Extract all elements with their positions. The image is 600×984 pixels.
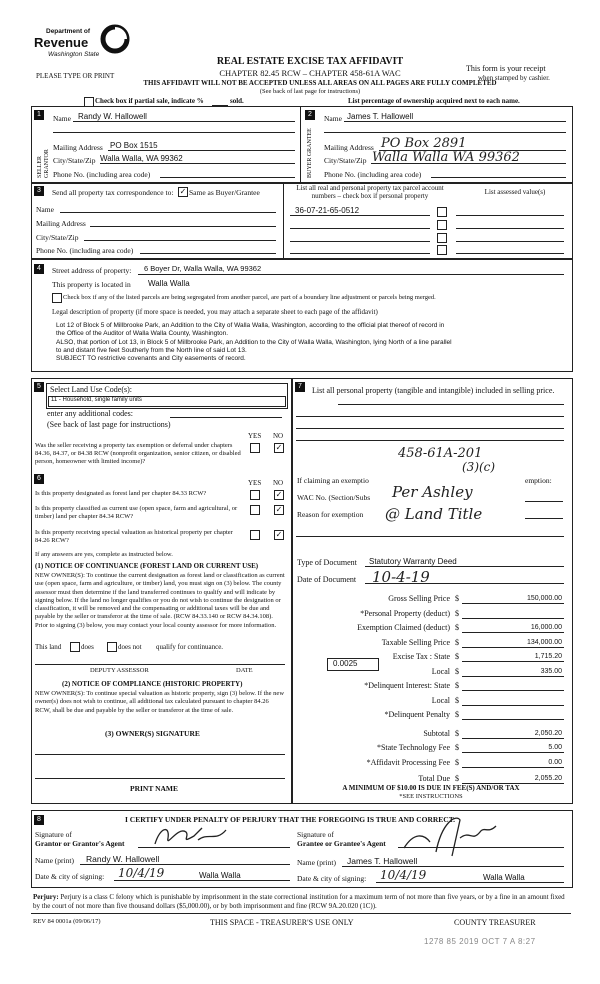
tax-row-value: 0.00 <box>548 758 562 766</box>
tax-row-label: *Delinquent Interest: State <box>364 681 450 690</box>
grantor-date-label: Date & city of signing: <box>35 872 105 881</box>
s5-yes-header: YES <box>248 432 262 440</box>
section-7-number: 7 <box>295 382 305 392</box>
grantee-name-field[interactable] <box>342 866 564 867</box>
current-use-question: Is this property classified as current use (open space, farm and agricultural, or timber) land per chapter 84.34 RCW? <box>35 505 238 520</box>
section-2-number: 2 <box>305 110 315 120</box>
seller-name-value: Randy W. Hallowell <box>78 112 147 121</box>
tax-row-label: Taxable Selling Price <box>381 637 450 647</box>
tax-row-label: *Personal Property (deduct) <box>360 608 450 618</box>
assessed-header: List assessed value(s) <box>484 188 546 196</box>
corr-city-field[interactable] <box>84 240 276 241</box>
assessed-1-field[interactable] <box>456 215 564 216</box>
print-name-label: PRINT NAME <box>130 784 178 793</box>
seller-exemption-question: Was the seller receiving a property tax exemption or deferral under chapters 84.36, 84.37, or 84.38 RCW (nonprofit organization, senior citizen, or disabled person, homeowner with limited income)? <box>35 442 241 465</box>
exemption-suffix: emption: <box>525 476 552 485</box>
tax-row-value: 16,000.00 <box>530 624 562 631</box>
tax-row-field[interactable] <box>462 632 564 633</box>
deputy-assessor-line[interactable] <box>35 664 285 665</box>
tax-row-currency: $ <box>455 637 459 647</box>
corr-name-label: Name <box>36 205 54 214</box>
tax-row-value: 2,050.20 <box>534 729 562 737</box>
dor-logo <box>34 24 134 68</box>
qualify-label: qualify for continuance. <box>156 643 224 651</box>
partial-sale-sold: sold. <box>230 97 244 105</box>
seller-name-line-2[interactable] <box>53 132 295 133</box>
section-8-number: 8 <box>34 815 44 825</box>
logo-line-3: Washington State <box>48 51 100 58</box>
deputy-assessor-label: DEPUTY ASSESSOR <box>90 667 149 674</box>
corr-city-label: City/State/Zip <box>36 233 79 242</box>
tax-row-currency: $ <box>455 652 459 661</box>
land-use-see-back: (See back of last page for instructions) <box>47 420 171 429</box>
same-as-buyer-checkbox[interactable]: ✓ <box>179 187 187 196</box>
tax-row-label: *Delinquent Penalty <box>384 710 450 719</box>
grantee-date-label: Date & city of signing: <box>297 874 367 883</box>
parcel-column-divider <box>283 182 284 258</box>
grantee-sig-label-1: Signature of <box>297 830 334 839</box>
buyer-name-label: Name <box>324 114 342 123</box>
buyer-city-label: City/State/Zip <box>324 156 367 165</box>
legal-line-5: SUBJECT TO restrictive covenants and City easements of record. <box>56 355 246 362</box>
dor-swirl-icon <box>100 24 130 54</box>
seller-phone-field[interactable] <box>160 177 295 178</box>
personal-property-line-3[interactable] <box>296 428 564 429</box>
doc-type-field[interactable] <box>365 566 564 567</box>
tax-row-field[interactable] <box>462 719 564 720</box>
historic-no[interactable]: ✓ <box>275 530 283 539</box>
doc-date-value: 10-4-19 <box>372 568 430 586</box>
seller-city-label: City/State/Zip <box>53 156 96 165</box>
logo-line-2: Revenue <box>34 35 89 50</box>
perjury-text: Perjury is a class C felony which is punishable by imprisonment in the state correctional institution for a maximum term of not more than five years, or by a fine in an amount fixed by the court of not more than five thousand dollars ($5,000.00), or by both imprisonment and fine (RCW 9A.20.020 (1C)). <box>33 893 565 910</box>
handwritten-reason: @ Land Title <box>385 505 483 523</box>
buyer-mailing-value: PO Box 2891 <box>381 136 467 151</box>
grantee-date-field[interactable] <box>376 882 564 883</box>
grantor-signature-scribble <box>150 822 230 850</box>
historic-yes[interactable] <box>250 530 260 540</box>
grantor-city-value: Walla Walla <box>199 871 241 880</box>
legal-line-1: Lot 12 of Block 5 of Millbrooke Park, an Addition to the City of Walla Walla, Washington, according to the official plat thereof of record in <box>56 322 445 329</box>
parcel-2-field[interactable] <box>290 228 430 229</box>
handwritten-wac: 458-61A-201 <box>398 446 483 461</box>
tax-row-field[interactable] <box>462 618 564 619</box>
forest-land-yes[interactable] <box>250 490 260 500</box>
tax-row-currency: $ <box>455 681 459 690</box>
tax-row-label: Exemption Claimed (deduct) <box>357 623 450 632</box>
same-as-buyer-label: Same as Buyer/Grantee <box>189 188 260 197</box>
segregated-checkbox[interactable] <box>52 293 62 303</box>
segregated-label: Check box if any of the listed parcels are being segregated from another parcel, are part of a boundary line adjustment or parcels being merged. <box>63 294 436 301</box>
perjury-notice <box>33 893 571 911</box>
tax-row-field[interactable] <box>462 752 564 753</box>
tax-row-field[interactable] <box>462 705 564 706</box>
tax-row-value: 5.00 <box>548 744 562 751</box>
this-land-label: This land <box>35 643 62 651</box>
tax-row-label: Gross Selling Price <box>388 594 450 603</box>
parcel-header: List all real and personal property tax parcel account numbers – check box if personal property <box>296 184 444 200</box>
grantee-sig-label-2: Grantee or Grantee's Agent <box>297 839 386 848</box>
tax-row-value: 2,055.20 <box>534 775 562 782</box>
tax-row-label: *Affidavit Processing Fee <box>366 757 450 767</box>
footer-divider <box>31 913 571 914</box>
personal-property-label: List all personal property (tangible and intangible) included in selling price. <box>312 386 555 395</box>
buyer-side-label: BUYER GRANTEE <box>307 128 313 178</box>
land-does-not-checkbox[interactable] <box>107 642 117 652</box>
doc-type-value: Statutory Warranty Deed <box>369 557 457 566</box>
notice-continuance-title: (1) NOTICE OF CONTINUANCE (FOREST LAND OR CURRENT USE) <box>35 562 259 570</box>
partial-sale-label: Check box if partial sale, indicate % <box>95 97 204 105</box>
land-does-not-label: does not <box>118 643 142 651</box>
reason-label: Reason for exemption <box>297 510 364 519</box>
seller-city-field[interactable] <box>100 163 295 164</box>
tax-row-currency: $ <box>455 695 459 705</box>
s6-yes-header: YES <box>248 479 262 487</box>
doc-date-label: Date of Document <box>297 575 357 584</box>
see-back-note: (See back of last page for instructions) <box>259 88 361 95</box>
tax-row-label: Total Due <box>418 774 450 783</box>
claiming-exemption-label: If claiming an exemptio <box>297 476 369 485</box>
buyer-name-field[interactable] <box>344 121 566 122</box>
form-title: REAL ESTATE EXCISE TAX AFFIDAVIT <box>216 56 404 67</box>
buyer-name-line-2[interactable] <box>324 132 566 133</box>
wac-field-end[interactable] <box>525 501 563 502</box>
corr-mailing-label: Mailing Address <box>36 219 86 228</box>
tax-row-currency: $ <box>455 608 459 618</box>
logo-line-1: Department of <box>46 28 91 35</box>
tax-row-field[interactable] <box>462 647 564 648</box>
see-instructions-note: *SEE INSTRUCTIONS <box>399 793 463 800</box>
notice-compliance-title: (2) NOTICE OF COMPLIANCE (HISTORIC PROPERTY) <box>62 680 243 688</box>
if-yes-note: If any answers are yes, complete as instructed below. <box>35 551 173 558</box>
parcel-2-checkbox[interactable] <box>437 220 447 230</box>
notice-compliance-text: NEW OWNER(S): To continue special valuation as historic property, sign (3) below. If the new owner(s) does not wish to continue, all additional tax calculated pursuant to chapter 84.26 RCW, shall be due and payable by the seller or transferor at the time of sale. <box>35 690 285 714</box>
certify-statement: I CERTIFY UNDER PENALTY OF PERJURY THAT THE FOREGOING IS TRUE AND CORRECT. <box>125 815 456 824</box>
located-in-label: This property is located in <box>52 280 131 289</box>
street-address-value: 6 Boyer Dr, Walla Walla, WA 99362 <box>144 264 262 273</box>
parcel-1-checkbox[interactable] <box>437 207 447 217</box>
seller-city-value: Walla Walla, WA 99362 <box>100 154 183 163</box>
street-address-label: Street address of property: <box>52 266 132 275</box>
forest-land-no[interactable]: ✓ <box>275 490 283 499</box>
grantee-city-value: Walla Walla <box>483 873 525 882</box>
grantor-date-value: 10/4/19 <box>118 866 165 880</box>
grantee-name-label: Name (print) <box>297 858 336 867</box>
corr-phone-label: Phone No. (including area code) <box>36 246 134 255</box>
grantor-sig-label-2: Grantor or Grantor's Agent <box>35 839 125 848</box>
receipt-note-2: when stamped by cashier. <box>478 74 550 82</box>
personal-property-line-2[interactable] <box>296 416 564 417</box>
assessed-2-field[interactable] <box>456 228 564 229</box>
county-treasurer: COUNTY TREASURER <box>454 918 536 927</box>
corr-mailing-field[interactable] <box>90 226 276 227</box>
s6-no-header: NO <box>273 479 284 487</box>
local-rate-value: 0.0025 <box>333 659 358 668</box>
seller-mailing-label: Mailing Address <box>53 143 103 152</box>
tax-row-label: Local <box>431 695 450 705</box>
tax-row-currency: $ <box>455 757 459 767</box>
grantor-date-field[interactable] <box>114 880 290 881</box>
section-4-number: 4 <box>34 264 44 274</box>
grantee-signature-scribble <box>400 812 500 858</box>
section-5-number: 5 <box>34 382 44 392</box>
section-1-number: 1 <box>34 110 44 120</box>
buyer-name-value: James T. Hallowell <box>347 112 414 121</box>
send-correspondence-label: Send all property tax correspondence to: <box>52 188 174 197</box>
corr-phone-field[interactable] <box>140 253 276 254</box>
legal-line-4: to and distant five feet Southerly from the North line of said Lot 13. <box>56 347 247 354</box>
receipt-note-1: This form is your receipt <box>466 64 546 73</box>
cashier-stamp: 1278 85 2019 OCT 7 A 8:27 <box>424 937 536 946</box>
legal-line-3: ALSO, that portion of Lot 13, in Block 5 of Millbrooke Park, an Addition to the City of Walla Walla, Washington, lying North of a line parallel <box>56 339 452 346</box>
handwritten-per: Per Ashley <box>392 483 473 501</box>
section-6-number: 6 <box>34 474 44 484</box>
tax-row-field[interactable] <box>462 738 564 739</box>
tax-row-currency: $ <box>455 710 459 719</box>
seller-mailing-field[interactable] <box>108 150 295 151</box>
notice-continuance-text: NEW OWNER(S): To continue the current designation as forest land or classification as current use (open space, farm and agriculture, or timber) land, you must sign on (3) below. The county assessor must then determine if the land transferred continues to qualify and will indicate by signing below. If the land no longer qualifies or you do not wish to continue the designation or classification, it will be removed and the compensating or additional taxes will be due and payable by the seller or transferor at the time of sale. (RCW 84.33.140 or RCW 84.34.108). Prior to signing (3) below, you may contact your local county assessor for more information. <box>35 572 285 629</box>
tax-row-value: 1,715.20 <box>534 653 562 660</box>
historic-question: Is this property receiving special valuation as historical property per chapter 84.26 RCW? <box>35 529 233 544</box>
buyer-phone-label: Phone No. (including area code) <box>324 170 422 179</box>
tax-row-currency: $ <box>455 728 459 738</box>
handwritten-subsection: (3)(c) <box>462 460 496 474</box>
tax-row-field[interactable] <box>462 767 564 768</box>
parcel-3-field[interactable] <box>290 241 430 242</box>
current-use-no[interactable]: ✓ <box>275 505 283 514</box>
seller-exemption-yes[interactable] <box>250 443 260 453</box>
grantor-name-value: Randy W. Hallowell <box>86 854 160 864</box>
tax-row-field[interactable] <box>462 661 564 662</box>
form-revision: REV 84 0001a (09/06/17) <box>33 918 101 925</box>
seller-mailing-value: PO Box 1515 <box>110 141 158 150</box>
tax-row-currency: $ <box>455 594 459 603</box>
assessed-3-field[interactable] <box>456 241 564 242</box>
reason-line-2[interactable] <box>296 536 564 537</box>
reason-field-end[interactable] <box>525 518 563 519</box>
tax-row-currency: $ <box>455 774 459 783</box>
treasurer-space: THIS SPACE - TREASURER'S USE ONLY <box>210 918 354 927</box>
parcel-1-value: 36-07-21-65-0512 <box>295 206 360 215</box>
corr-name-field[interactable] <box>60 212 276 213</box>
located-in-value: Walla Walla <box>148 279 190 288</box>
seller-exemption-no[interactable]: ✓ <box>275 443 283 452</box>
owner-print-line[interactable] <box>35 778 285 779</box>
tax-row-value: 335.00 <box>540 667 562 675</box>
section-7-frame <box>291 378 573 804</box>
buyer-mailing-label: Mailing Address <box>324 143 374 152</box>
tax-row-value: 150,000.00 <box>526 595 562 602</box>
parcel-1-field[interactable] <box>290 215 430 216</box>
street-address-field[interactable] <box>138 274 564 275</box>
buyer-city-value: Walla Walla WA 99362 <box>372 150 520 165</box>
grantor-name-label: Name (print) <box>35 856 74 865</box>
legal-line-2: the Office of the Auditor of Walla Walla County, Washington. <box>56 330 229 337</box>
wac-label: WAC No. (Section/Subs <box>297 493 371 502</box>
assessed-4-field[interactable] <box>456 253 564 254</box>
tax-row-currency: $ <box>455 743 459 752</box>
legal-description-label: Legal description of property (if more space is needed, you may attach a separate sheet to each page of the affidavit) <box>52 308 378 316</box>
form-subtitle: CHAPTER 82.45 RCW – CHAPTER 458-61A WAC <box>219 68 401 78</box>
s5-no-header: NO <box>273 432 284 440</box>
tax-row-field[interactable] <box>462 603 564 604</box>
land-use-label: Select Land Use Code(s): <box>50 385 132 394</box>
personal-property-field[interactable] <box>338 404 564 405</box>
section-divider <box>300 106 301 182</box>
tax-row-currency: $ <box>455 623 459 632</box>
seller-name-label: Name <box>53 114 71 123</box>
forest-land-question: Is this property designated as forest land per chapter 84.33 RCW? <box>35 490 207 497</box>
seller-name-field[interactable] <box>73 121 295 122</box>
perjury-label: Perjury: <box>33 893 59 901</box>
seller-side-label: SELLER GRANTOR <box>37 149 50 178</box>
parcel-3-checkbox[interactable] <box>437 233 447 243</box>
minimum-note: A MINIMUM OF $10.00 IS DUE IN FEE(S) AND/OR TAX <box>342 784 520 792</box>
grantor-sig-label-1: Signature of <box>35 830 72 839</box>
ownership-label: List percentage of ownership acquired next to each name. <box>348 97 520 105</box>
please-type: PLEASE TYPE OR PRINT <box>36 72 115 80</box>
land-does-label: does <box>81 643 94 651</box>
land-does-checkbox[interactable] <box>70 642 80 652</box>
current-use-yes[interactable] <box>250 505 260 515</box>
deputy-date-label: DATE <box>236 667 253 674</box>
tax-row-label: Excise Tax : State <box>392 652 450 661</box>
tax-row-label: *State Technology Fee <box>376 743 450 752</box>
tax-row-field[interactable] <box>462 676 564 677</box>
additional-codes-label: enter any additional codes: <box>47 409 133 418</box>
tax-row-currency: $ <box>455 666 459 676</box>
parcel-4-checkbox[interactable] <box>437 245 447 255</box>
grantee-date-value: 10/4/19 <box>380 868 427 882</box>
grantor-name-field[interactable] <box>80 864 290 865</box>
additional-codes-field[interactable] <box>170 417 282 418</box>
land-use-code-value: 11 - Household, single family units <box>51 397 142 403</box>
owner-signature-title: (3) OWNER(S) SIGNATURE <box>105 729 200 738</box>
form-warning: THIS AFFIDAVIT WILL NOT BE ACCEPTED UNLESS ALL AREAS ON ALL PAGES ARE FULLY COMPLETED <box>143 79 497 87</box>
owner-signature-line[interactable] <box>35 754 285 755</box>
tax-row-label: Local <box>431 666 450 676</box>
buyer-phone-field[interactable] <box>431 177 566 178</box>
tax-row-field[interactable] <box>462 690 564 691</box>
personal-property-line-4[interactable] <box>296 440 564 441</box>
parcel-4-field[interactable] <box>290 253 430 254</box>
seller-phone-label: Phone No. (including area code) <box>53 170 151 179</box>
tax-row-value: 134,000.00 <box>526 638 562 646</box>
tax-row-label: Subtotal <box>423 728 450 738</box>
grantee-name-value: James T. Hallowell <box>347 856 418 866</box>
doc-type-label: Type of Document <box>297 558 357 567</box>
section-3-number: 3 <box>34 186 44 196</box>
